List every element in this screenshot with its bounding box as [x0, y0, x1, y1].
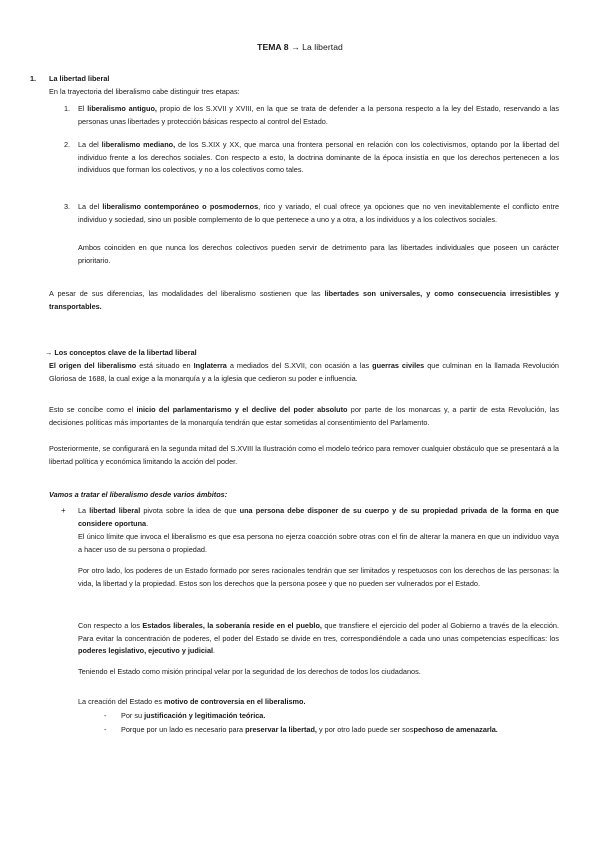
- title-main: La libertad: [302, 42, 343, 52]
- dash-1: -: [104, 711, 107, 720]
- item1-text: El liberalismo antiguo, propio de los S.XVII y XVIII, en la que se trata de defender a la persona respecto a la ley del Estado, reservando a las personas unas libertades y protección básicas respecto al control del Estado.: [78, 104, 559, 126]
- title-prefix: TEMA 8 →: [257, 42, 300, 52]
- section1-intro: En la trayectoria del liberalismo cabe distinguir tres etapas:: [49, 87, 240, 96]
- item3-number: 3.: [64, 202, 71, 211]
- dash-2: -: [104, 725, 107, 734]
- bullet-paragraph-1: La libertad liberal pivota sobre la idea de que una persona debe disponer de su cuerpo y de su propiedad privada de la forma en que considere oportuna.: [78, 506, 559, 528]
- section1-summary: A pesar de sus diferencias, las modalidades del liberalismo sostienen que las libertades son universales, y como consecuencia irresistibles y transportables.: [49, 289, 559, 311]
- section2-paragraph-1: El origen del liberalismo está situado en Inglaterra a mediados del S.XVII, con ocasión a las guerras civiles que culminan en la llamada Revolución Gloriosa de 1688, la cual exige a la monarquía y a la iglesia que cedieron su poder e influencia.: [49, 361, 559, 383]
- section2-paragraph-2: Esto se concibe como el inicio del parlamentarismo y el declive del poder absoluto por parte de los monarcas y, a partir de esta Revolución, las decisiones políticas más importantes de la monarquía tendrán que estar sometidas al consentimiento del Parlamento.: [49, 405, 559, 427]
- section2-subheading: Vamos a tratar el liberalismo desde varios ámbitos:: [49, 490, 228, 499]
- section2-heading: → Los conceptos clave de la libertad liberal: [45, 348, 197, 357]
- item3-text: La del liberalismo contemporáneo o posmodernos, rico y variado, el cual ofrece ya opciones que no ven inevitablemente el conflicto entre individuo y sociedad, sino un posible complemento de lo que pertenece a uno y a otra, a los individuos y a los colectivos sociales.: [78, 202, 560, 224]
- section2-paragraph-4: Con respecto a los Estados liberales, la soberanía reside en el pueblo, que transfiere el ejercicio del poder al Gobierno a través de la elección. Para evitar la concentración de poderes, el poder del Estado se divide en tres, correspondiéndole a cada uno unas competencias específicas: los poderes legislativo, ejecutivo y judicial.: [78, 621, 559, 656]
- section2-paragraph-4b: Teniendo el Estado como misión principal velar por la seguridad de los derechos de todos los ciudadanos.: [78, 667, 421, 676]
- section2-paragraph-3: Posteriormente, se configurará en la segunda mitad del S.XVIII la Ilustración como el modelo teórico para remover cualquier obstáculo que se presentará a la libertad política y económica limitando la acción del poder.: [49, 444, 559, 466]
- page-title: [0, 42, 600, 52]
- item3-extra: Ambos coinciden en que nunca los derechos colectivos pueden servir de detrimento para las libertades individuales que poseen un carácter prioritario.: [78, 243, 559, 265]
- bullet-paragraph-2: El único límite que invoca el liberalismo es que esa persona no ejerza coacción sobre otras con el fin de alterar la manera en que un individuo vaya a hacer uso de su persona o propiedad.: [78, 532, 559, 554]
- bullet-plus: +: [61, 506, 66, 515]
- dash-item-1: Por su justificación y legitimación teórica.: [121, 711, 266, 720]
- item2-number: 2.: [64, 140, 71, 149]
- bullet-paragraph-3: Por otro lado, los poderes de un Estado formado por seres racionales tendrán que ser limitados y respetuosos con los derechos de las personas: la vida, la libertad y la propiedad. Estos son los derechos que la persona posee y que no pueden ser vulnerados por el Estado.: [78, 566, 559, 588]
- item1-number: 1.: [64, 104, 71, 113]
- item2-text: La del liberalismo mediano, de los S.XIX y XX, que marca una frontera personal en relación con los colectivismos, optando por la libertad del individuo frente a los derechos sociales. Con respecto a esto, la doctrina dominante de la época insistía en que los derechos pertenecen a los individuos que forman los colectivos, y no a los colectivos como tales.: [78, 140, 559, 175]
- section2-paragraph-5: La creación del Estado es motivo de controversia en el liberalismo.: [78, 697, 306, 706]
- dash-item-2: Porque por un lado es necesario para preservar la libertad, y por otro lado puede ser sospechoso de amenazarla.: [121, 725, 498, 734]
- section1-number: 1.: [30, 74, 37, 83]
- section1-heading-text: La libertad liberal: [49, 74, 110, 83]
- section1-heading: [49, 73, 559, 86]
